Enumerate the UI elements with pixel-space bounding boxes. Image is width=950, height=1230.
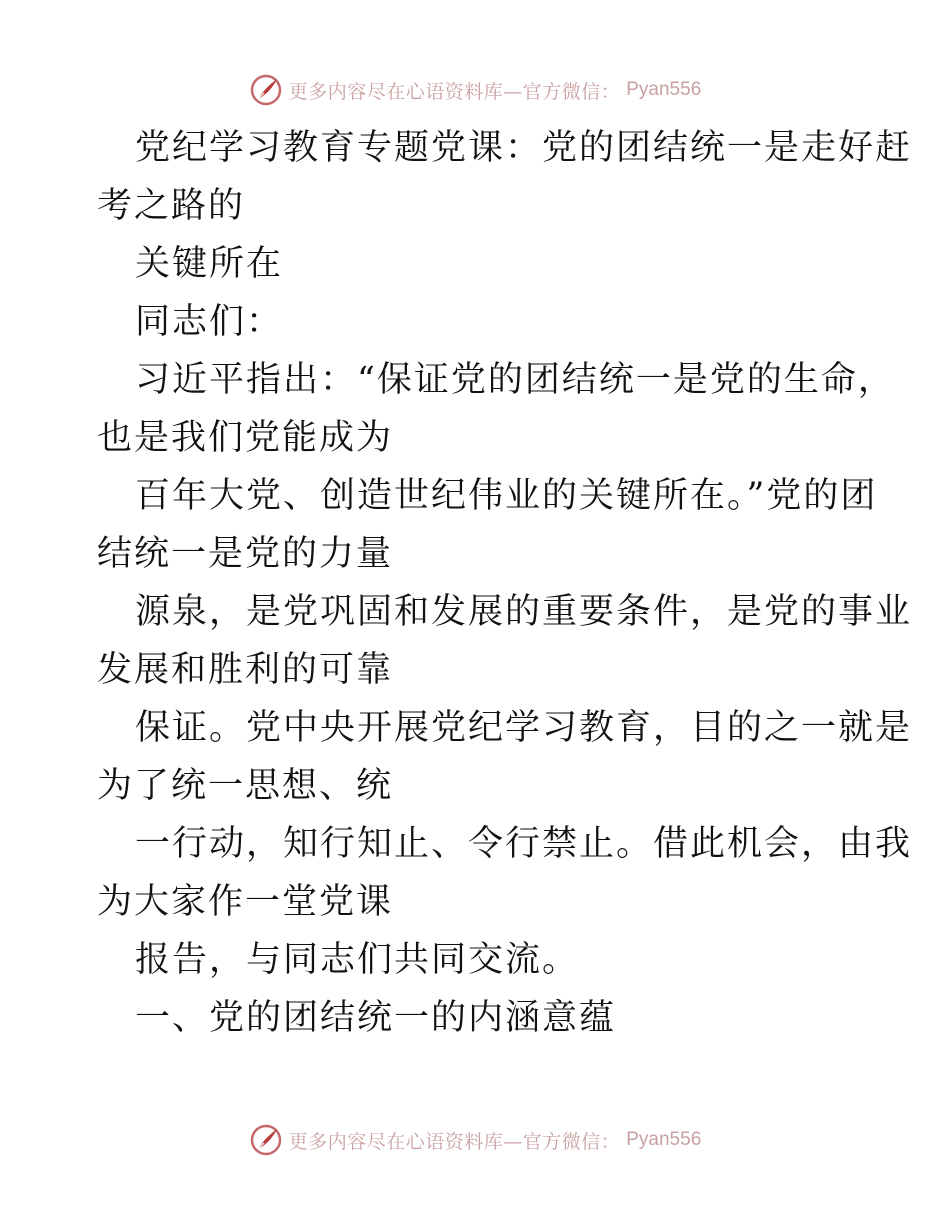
watermark-wechat-id: Pyan556 bbox=[626, 1129, 702, 1150]
doc-line: 党纪学习教育专题党课：党的团结统一是走好赶 bbox=[135, 128, 913, 168]
watermark-wechat-id: Pyan556 bbox=[626, 79, 702, 100]
doc-line: 发展和胜利的可靠 bbox=[97, 650, 394, 690]
doc-line: 为了统一思想、统 bbox=[97, 766, 394, 806]
document-body bbox=[97, 119, 913, 1047]
doc-line: 同志们： bbox=[135, 302, 284, 342]
feather-pen-icon bbox=[249, 73, 283, 107]
watermark-text: 更多内容尽在心语资料库—官方微信： bbox=[288, 1130, 621, 1153]
doc-line: 也是我们党能成为 bbox=[97, 418, 394, 458]
footer-watermark bbox=[0, 1120, 950, 1160]
doc-line: 保证。党中央开展党纪学习教育，目的之一就是 bbox=[135, 708, 913, 748]
doc-line: 百年大党、创造世纪伟业的关键所在。”党的团 bbox=[135, 476, 878, 516]
doc-line: 习近平指出：“保证党的团结统一是党的生命， bbox=[135, 360, 895, 400]
doc-line: 源泉，是党巩固和发展的重要条件，是党的事业 bbox=[135, 592, 913, 632]
header-watermark bbox=[0, 70, 950, 110]
doc-line: 为大家作一堂党课 bbox=[97, 882, 394, 922]
doc-line: 关键所在 bbox=[135, 244, 284, 284]
section-heading: 一、党的团结统一的内涵意蕴 bbox=[135, 998, 617, 1038]
doc-line: 报告，与同志们共同交流。 bbox=[135, 940, 580, 980]
doc-line: 考之路的 bbox=[97, 186, 246, 226]
doc-line: 一行动，知行知止、令行禁止。借此机会，由我 bbox=[135, 824, 913, 864]
doc-line: 结统一是党的力量 bbox=[97, 534, 394, 574]
watermark-text: 更多内容尽在心语资料库—官方微信： bbox=[288, 80, 621, 103]
feather-pen-icon bbox=[249, 1123, 283, 1157]
